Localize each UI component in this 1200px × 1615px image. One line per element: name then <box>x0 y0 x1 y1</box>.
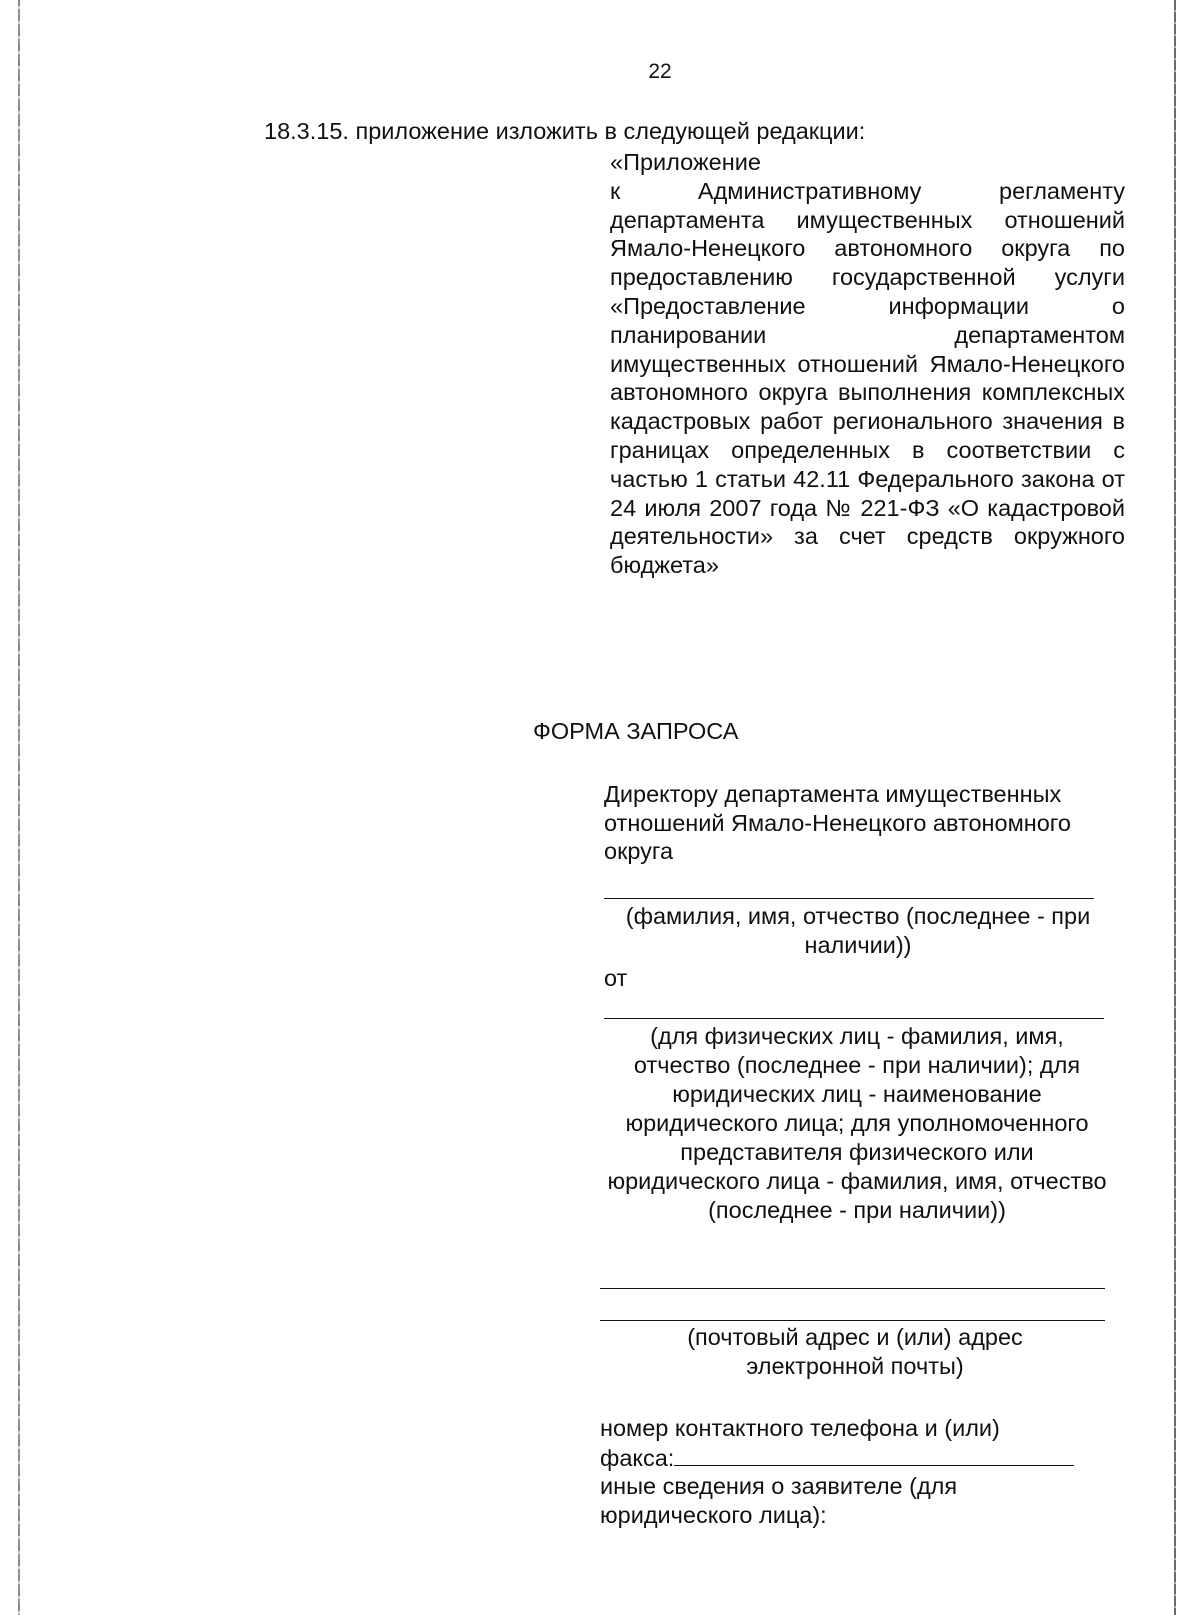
appendix-header <box>610 148 1125 580</box>
address-underline-1 <box>600 1288 1105 1289</box>
appendix-first-line: «Приложение <box>610 149 761 175</box>
other-info-label: иные сведения о заявителе (для юридического лица): <box>600 1473 958 1528</box>
page-number: 22 <box>648 60 672 83</box>
applicant-caption: (для физических лиц - фамилия, имя, отчество (последнее - при наличии); для юридических лиц - наименование юридического лица; для уполномоченного представителя физического или юридического лица - фамилия, имя, отчество (последнее - при наличии)) <box>607 1023 1107 1223</box>
name-underline <box>604 898 1094 899</box>
clause-text: 18.3.15. приложение изложить в следующей редакции: <box>264 118 866 144</box>
phone-underline <box>674 1443 1074 1466</box>
addressee: Директору департамента имущественных отношений Ямало-Ненецкого автономного округа <box>604 781 1071 864</box>
phone-label-line1: номер контактного телефона и (или) <box>600 1415 1000 1441</box>
from-label: от <box>604 965 628 991</box>
address-underline-2 <box>600 1320 1105 1321</box>
phone-label-line2: факса: <box>600 1445 675 1471</box>
phone-field <box>600 1414 1120 1473</box>
form-title: ФОРМА ЗАПРОСА <box>533 718 739 744</box>
scan-edge-left <box>18 0 20 1615</box>
applicant-underline <box>604 1018 1104 1019</box>
scan-edge-right <box>1174 0 1176 1615</box>
name-caption: (фамилия, имя, отчество (последнее - при наличии)) <box>625 903 1091 958</box>
appendix-body: к Административному регламенту департамента имущественных отношений Ямало-Ненецкого автономного округа по предоставлению государственной услуги «Предоставление информации о планировании департаментом имущественных отношений Ямало-Ненецкого автономного округа выполнения комплексных кадастровых работ регионального значения в границах определенных в соответствии с частью 1 статьи 42.11 Федерального закона от 24 июля 2007 года № 221-ФЗ «О кадастровой деятельности» за счет средств окружного бюджета» <box>610 177 1125 579</box>
address-caption: (почтовый адрес и (или) адрес электронной почты) <box>687 1324 1023 1379</box>
